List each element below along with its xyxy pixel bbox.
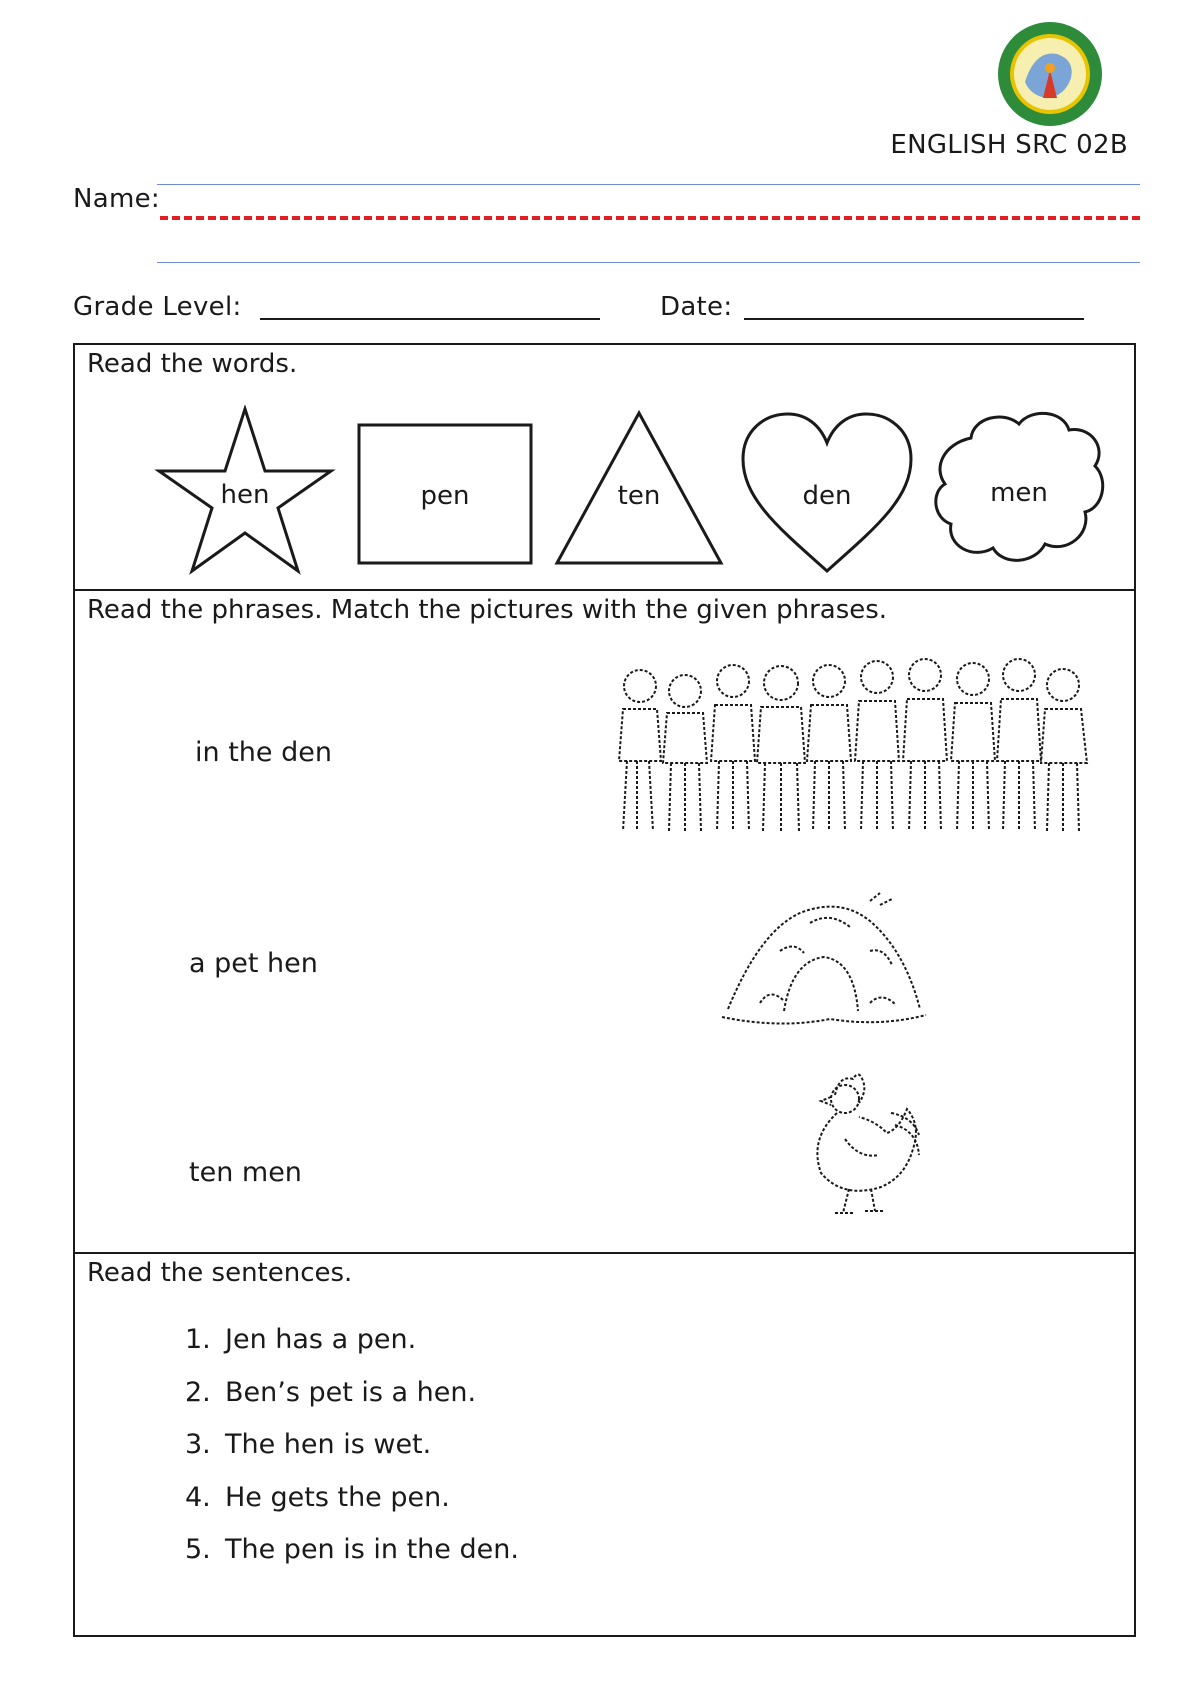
word-hen: hen	[220, 480, 270, 510]
match-phrases-section	[73, 589, 1136, 1254]
cloud-shape	[931, 408, 1107, 566]
name-guide-line-top	[157, 184, 1140, 185]
sentence-item	[185, 1482, 519, 1535]
grade-level-blank[interactable]	[260, 318, 600, 320]
read-words-section	[73, 343, 1136, 591]
sentence-item	[185, 1429, 519, 1482]
word-pen: pen	[420, 481, 470, 511]
sentence-item	[185, 1377, 519, 1430]
hen-picture	[795, 1069, 925, 1219]
date-label: Date:	[660, 292, 733, 322]
deped-seal-logo	[995, 20, 1105, 128]
phrase-in-the-den: in the den	[195, 737, 332, 768]
sentence-text: He gets the pen.	[225, 1481, 450, 1513]
grade-level-label: Grade Level:	[73, 292, 242, 322]
date-blank[interactable]	[744, 318, 1084, 320]
section-instruction: Read the sentences.	[87, 1258, 353, 1288]
word-ten: ten	[617, 481, 661, 511]
sentence-text: Ben’s pet is a hen.	[225, 1376, 477, 1408]
name-label: Name:	[73, 184, 160, 214]
sentence-list	[185, 1324, 519, 1587]
sentence-number: 2.	[185, 1376, 211, 1408]
phrase-a-pet-hen: a pet hen	[189, 948, 318, 979]
triangle-shape	[553, 409, 725, 567]
worksheet-code: ENGLISH SRC 02B	[890, 130, 1128, 160]
sentence-text: The hen is wet.	[225, 1429, 432, 1460]
sentence-number: 3.	[185, 1429, 211, 1460]
sentence-text: The pen is in the den.	[225, 1534, 519, 1565]
sentence-number: 1.	[185, 1324, 211, 1355]
sentence-text: Jen has a pen.	[225, 1324, 417, 1355]
sentence-item	[185, 1534, 519, 1587]
name-writing-line[interactable]	[160, 216, 1140, 220]
sentence-number: 4.	[185, 1481, 211, 1513]
section-instruction: Read the words.	[87, 349, 298, 379]
den-picture	[720, 891, 930, 1036]
star-shape	[153, 405, 337, 575]
square-shape	[357, 423, 533, 565]
name-guide-line-bottom	[157, 262, 1140, 263]
sentence-number: 5.	[185, 1534, 211, 1565]
heart-shape	[740, 411, 914, 575]
word-men: men	[990, 478, 1048, 508]
read-sentences-section	[73, 1252, 1136, 1637]
ten-men-picture	[615, 651, 1095, 836]
sentence-item	[185, 1324, 519, 1377]
phrase-ten-men: ten men	[189, 1157, 302, 1188]
section-instruction: Read the phrases. Match the pictures with the given phrases.	[87, 595, 888, 625]
word-den: den	[802, 481, 852, 511]
